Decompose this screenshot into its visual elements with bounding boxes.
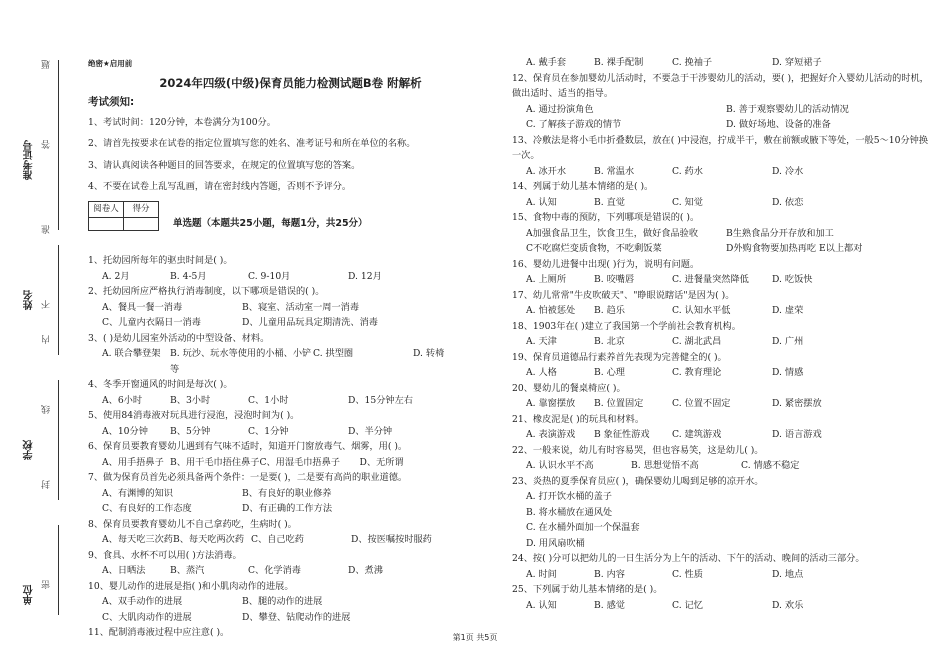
margin-label-school: 学校 [24,440,35,460]
answer-option[interactable]: B. 玩沙、玩水等使用的小桶、小铲等 [170,348,312,375]
answer-option[interactable]: B、3小时 [170,394,211,406]
answer-option[interactable]: D、半分钟 [348,425,393,437]
question-item [88,331,493,378]
seal-word: 密 [42,580,52,589]
option-row [88,269,493,285]
answer-option[interactable]: D. 欢乐 [772,599,804,611]
answer-option[interactable]: C. 挽袖子 [672,57,713,68]
notice-item: 3、请认真阅读各种题目的回答要求，在规定的位置填写您的答案。 [88,159,361,171]
answer-option[interactable]: C、1分钟 [248,425,289,437]
notice-item: 4、不要在试卷上乱写乱画，请在密封线内答题，否则不予评分。 [88,181,352,192]
margin-label-name: 姓名 [24,290,35,310]
school-field-line [58,380,59,500]
answer-option[interactable]: D、煮沸 [348,565,383,576]
answer-option[interactable]: D. 12月 [348,270,382,282]
answer-option[interactable]: A. 戴手套 [526,57,567,68]
option-row [512,598,932,614]
answer-option[interactable]: B. 位置固定 [594,398,644,409]
answer-option[interactable]: B. 趋乐 [594,305,625,316]
answer-option[interactable]: A. 天津 [526,336,557,347]
question-item [512,288,932,319]
answer-option[interactable]: A、日晒法 [102,565,146,576]
answer-option[interactable]: C. 位置不固定 [672,398,731,409]
question-text: 25、下列属于幼儿基本情绪的是( )。 [512,584,663,595]
answer-option[interactable]: C. 进餐量突然降低 [672,274,749,285]
option-row [88,424,493,440]
answer-option[interactable]: A、双手动作的进展 [102,596,183,607]
answer-option[interactable]: A. 联合攀登架 [102,348,161,359]
question-item [512,210,932,257]
option-row [512,272,932,288]
answer-option[interactable]: C. 了解孩子游戏的情节 [526,119,622,130]
question-text: 16、婴幼儿进餐中出现( )行为，说明有问题。 [512,258,700,270]
answer-option[interactable]: B 象征性游戏 [594,429,650,440]
answer-option[interactable]: B、蒸汽 [170,565,205,576]
answer-option[interactable]: A. 认知 [526,599,557,611]
question-text: 14、列属于幼儿基本情绪的是( )。 [512,181,654,192]
question-item [512,133,932,180]
question-item [88,579,493,626]
answer-option[interactable]: D. 穿短裙子 [772,57,822,68]
question-text: 23、炎热的夏季保育员应( )，确保婴幼儿喝到足够的凉开水。 [512,475,764,487]
answer-option[interactable]: A、每天吃三次药 [102,534,173,545]
question-text: 20、婴幼儿的餐桌椅应( )。 [512,382,626,394]
answer-option[interactable]: B、用干毛巾捂住鼻子 [170,456,260,468]
question-text: 11、配制消毒液过程中应注意( )。 [88,627,230,638]
answer-option[interactable]: C、自己吃药 [250,534,304,545]
question-text: 24、按( )分可以把幼儿的一日生活分为上午的活动、下午的活动、晚间的活动三部分。 [512,553,865,564]
answer-option[interactable]: B. 内容 [594,568,625,580]
answer-option[interactable]: C. 建筑游戏 [672,429,722,440]
answer-option[interactable]: A. 怕被惩处 [526,305,576,316]
notice-item: 2、请首先按要求在试卷的指定位置填写您的姓名、准考证号和所在单位的名称。 [88,138,416,149]
answer-option[interactable]: C. 知觉 [672,196,703,208]
question-item [88,517,493,548]
answer-option[interactable]: D、15分钟左右 [348,394,413,406]
question-text: 2、托幼园所应严格执行消毒制度，以下哪项是错误的( )。 [88,286,325,297]
question-item [512,257,932,288]
answer-option[interactable]: D外购食物要加热再吃 E以上都对 [726,243,863,254]
option-row [88,300,493,316]
answer-option[interactable]: A. 打开饮水桶的盖子 [526,491,612,502]
seal-word: 线 [42,405,52,414]
option-row [512,241,932,257]
option-row [512,117,932,133]
answer-option[interactable]: B、有良好的职业修养 [242,487,332,499]
seal-word: 内 [42,335,52,344]
answer-option[interactable]: C. 性质 [672,568,703,580]
option-row [512,226,932,242]
option-row [512,458,932,474]
answer-option[interactable]: B. 思想觉悟不高 [631,460,699,471]
answer-option[interactable]: D. 语言游戏 [772,429,822,440]
question-text: 12、保育员在参加婴幼儿活动时，不要急于干涉婴幼儿的活动，要( )，把握好介入婴幼儿活动的时机，做出适时、适当的指导。 [512,72,929,99]
question-item [88,253,493,284]
option-row [88,594,493,610]
answer-option[interactable]: C. 情感不稳定 [741,460,800,471]
answer-option[interactable]: A、有渊博的知识 [102,487,173,499]
option-row [512,303,932,319]
answer-option[interactable]: D. 广州 [772,336,804,347]
binding-margin [0,0,75,671]
left-questions [88,253,493,641]
option-row [512,427,932,443]
question-item [88,377,493,408]
question-item [512,71,932,133]
question-item [512,319,932,350]
answer-option[interactable]: C. 记忆 [672,599,703,611]
answer-option[interactable]: A. 表演游戏 [526,429,576,440]
answer-option[interactable]: B. 裸手配制 [594,57,644,68]
option-row [88,610,493,626]
answer-option[interactable]: B. 4-5月 [170,270,207,282]
question-text: 22、一般来说，幼儿有时容易哭，但也容易笑，这是幼儿( )。 [512,444,764,456]
question-item [88,408,493,439]
margin-label-unit: 单位 [24,585,35,605]
answer-option[interactable]: B. 善于观察婴幼儿的活动情况 [726,103,849,115]
seal-word: 封 [42,480,52,489]
option-row [88,315,493,331]
answer-option[interactable]: C、儿童内衣隔日一消毒 [102,317,201,328]
right-column [512,55,932,613]
answer-option[interactable]: A. 2月 [102,270,130,282]
option-row [88,532,493,548]
exam-title: 2024年四级(中级)保育员能力检测试题B卷 附解析 [159,75,422,90]
option-row [88,486,493,502]
name-field-line [58,245,59,355]
margin-label-exam-number: 准考证号 [24,140,35,180]
answer-option[interactable]: C. 药水 [672,165,703,177]
question-item [512,412,932,443]
answer-option[interactable]: A、餐具一餐一消毒 [102,301,183,313]
answer-option[interactable]: A、用手捂鼻子 [102,456,164,468]
seal-word: 准 [42,225,52,234]
answer-option[interactable]: C、用湿毛巾捂鼻子 [259,456,340,468]
right-questions [512,55,932,613]
confidential-mark: 绝密★启用前 [88,59,133,68]
answer-option[interactable]: A、6小时 [102,394,143,406]
option-row [512,195,932,211]
question-item [512,350,932,381]
answer-option[interactable]: D. 虚荣 [772,305,804,316]
answer-option[interactable]: A. 时间 [526,568,557,580]
question-text: 7、做为保育员首先必须具备两个条件：一是要( )，二是要有高尚的职业道德。 [88,472,408,483]
answer-option[interactable]: B. 常温水 [594,165,635,177]
option-row [512,334,932,350]
answer-option[interactable]: C、1小时 [248,394,289,406]
option-row [512,164,932,180]
answer-option[interactable]: D、无所谓 [359,456,404,468]
answer-option[interactable]: A. 认知 [526,196,557,208]
answer-option[interactable]: D. 转椅 [413,348,445,359]
question-text: 3、( )是幼儿园室外活动的中型设备、材料。 [88,332,270,344]
question-text: 15、食物中毒的预防，下列哪项是错误的( )。 [512,212,700,223]
answer-option[interactable]: A. 通过扮演角色 [526,103,594,115]
answer-option[interactable]: C. 教育理论 [672,367,722,378]
question-item [88,470,493,517]
question-text: 4、冬季开窗通风的时间是每次( )。 [88,379,233,390]
score-table-score: 得分 [124,201,159,218]
answer-option[interactable]: B、寝室、活动室一周一消毒 [242,301,360,313]
option-row [512,567,932,583]
score-cell[interactable] [124,218,159,231]
answer-option[interactable]: D. 紧密摆放 [772,398,822,409]
question-item [88,439,493,470]
option-row [88,346,493,377]
question-text: 10、婴儿动作的进展是指( )和小肌肉动作的进展。 [88,580,294,592]
option-row [512,365,932,381]
notice-heading: 考试须知: [88,96,135,108]
answer-option[interactable]: A、10分钟 [102,425,148,437]
answer-option[interactable]: C. 9-10月 [248,270,291,282]
answer-option[interactable]: D、儿童用品玩具定期清洗、消毒 [242,317,378,328]
question-text: 1、托幼园所每年的驱虫时间是( )。 [88,255,233,266]
exam-number-field-line [58,60,59,230]
answer-option[interactable]: A. 冰开水 [526,165,567,177]
answer-option[interactable]: C. 拱型圈 [313,348,354,359]
question-item [512,179,932,210]
answer-option[interactable]: B. 北京 [594,336,625,347]
answer-option[interactable]: D. 用风扇吹桶 [526,537,585,549]
answer-option[interactable]: C. 认知水平低 [672,305,731,316]
answer-option[interactable]: D、按医嘱按时服药 [350,534,432,545]
seal-word: 不 [42,300,52,309]
question-text: 5、使用84消毒液对玩具进行浸泡，浸泡时间为( )。 [88,410,300,421]
answer-option[interactable]: C不吃腐烂变质食物，不吃剩饭菜 [526,243,662,254]
question-text: 17、幼儿常常"牛皮吹破天"、"睁眼说瞎话"是因为( )。 [512,289,735,301]
answer-option[interactable]: C、大肌肉动作的进展 [102,611,192,623]
answer-option[interactable]: D、攀登、钻爬动作的进展 [242,611,351,623]
question-item [512,381,932,412]
answer-option[interactable]: D. 吃饭快 [772,274,813,285]
answer-option[interactable]: B. 感觉 [594,599,625,611]
question-text: 19、保育员道德品行素养首先表现为完善健全的( )。 [512,351,727,363]
answer-option[interactable]: B、腿的动作的进展 [242,596,323,607]
section-title: 单选题（本题共25小题，每题1分，共25分） [173,217,368,229]
option-row [88,455,493,471]
answer-option[interactable]: B. 心理 [594,367,625,378]
answer-option[interactable]: C、化学消毒 [248,565,301,576]
answer-option[interactable]: D、有正确的工作方法 [242,503,333,514]
question-text: 9、食具、水杯不可以用( )方法消毒。 [88,549,242,561]
left-column [88,56,493,641]
option-row [512,102,932,118]
answer-option[interactable]: B. 咬嘴唇 [594,274,635,285]
question-text: 6、保育员要教育婴幼儿遇到有气味不适时，知道开门窗放毒气、烟雾，用( )。 [88,441,408,452]
notice-item: 1、考试时间：120分钟，本卷满分为100分。 [88,116,276,128]
question-item [88,548,493,579]
answer-option[interactable]: D. 做好场地、设备的准备 [726,119,831,130]
answer-option[interactable]: D. 地点 [772,568,804,580]
answer-option[interactable]: B. 将水桶放在通风处 [526,506,613,518]
option-row [88,563,493,579]
option-row [512,396,932,412]
question-item [512,551,932,582]
answer-option[interactable]: B. 直觉 [594,196,625,208]
answer-option[interactable]: D. 情感 [772,367,804,378]
page-footer: 第1页 共5页 [452,633,498,642]
unit-field-line [58,525,59,615]
option-row [88,393,493,409]
question-text: 13、冷敷法是将小毛巾折叠数层，放在( )中浸泡，拧成半干，敷在前额或腋下等处，一般5～10分钟换一次。 [512,134,929,161]
question-text: 8、保育员要教育婴幼儿不自己拿药吃，生病时( )。 [88,518,297,530]
score-table [88,201,159,232]
question-item [512,443,932,474]
question-item [88,284,493,331]
answer-option[interactable]: D. 依恋 [772,196,804,208]
option-row [88,501,493,517]
seal-word: 答 [42,140,52,149]
grader-cell[interactable] [89,218,124,231]
answer-option[interactable]: A. 认识水平不高 [526,460,594,471]
answer-option[interactable]: B、5分钟 [170,425,211,437]
answer-option[interactable]: A加强食品卫生，饮食卫生，做好食品验收 [526,227,699,239]
answer-option[interactable]: A. 靠窗摆放 [526,398,576,409]
answer-option[interactable]: C. 在水桶外面加一个保温套 [526,522,640,533]
answer-option[interactable]: B生熟食品分开存放和加工 [726,227,834,239]
option-row [512,55,932,71]
answer-option[interactable]: D. 冷水 [772,165,804,177]
seal-word: 题 [42,60,52,69]
question-item [512,55,932,71]
answer-option[interactable]: A. 人格 [526,367,557,378]
answer-option[interactable]: C、有良好的工作态度 [102,503,192,514]
question-text: 21、橡皮泥是( )的玩具和材料。 [512,413,645,425]
answer-option[interactable]: B、每天吃两次药 [172,534,245,545]
question-item [512,474,932,552]
question-text: 18、1903年在( )建立了我国第一个学前社会教育机构。 [512,320,741,332]
score-table-grader: 阅卷人 [89,201,124,218]
question-item [512,582,932,613]
score-row [88,201,493,232]
answer-option[interactable]: C. 湖北武昌 [672,336,722,347]
answer-option[interactable]: A. 上厕所 [526,274,567,285]
